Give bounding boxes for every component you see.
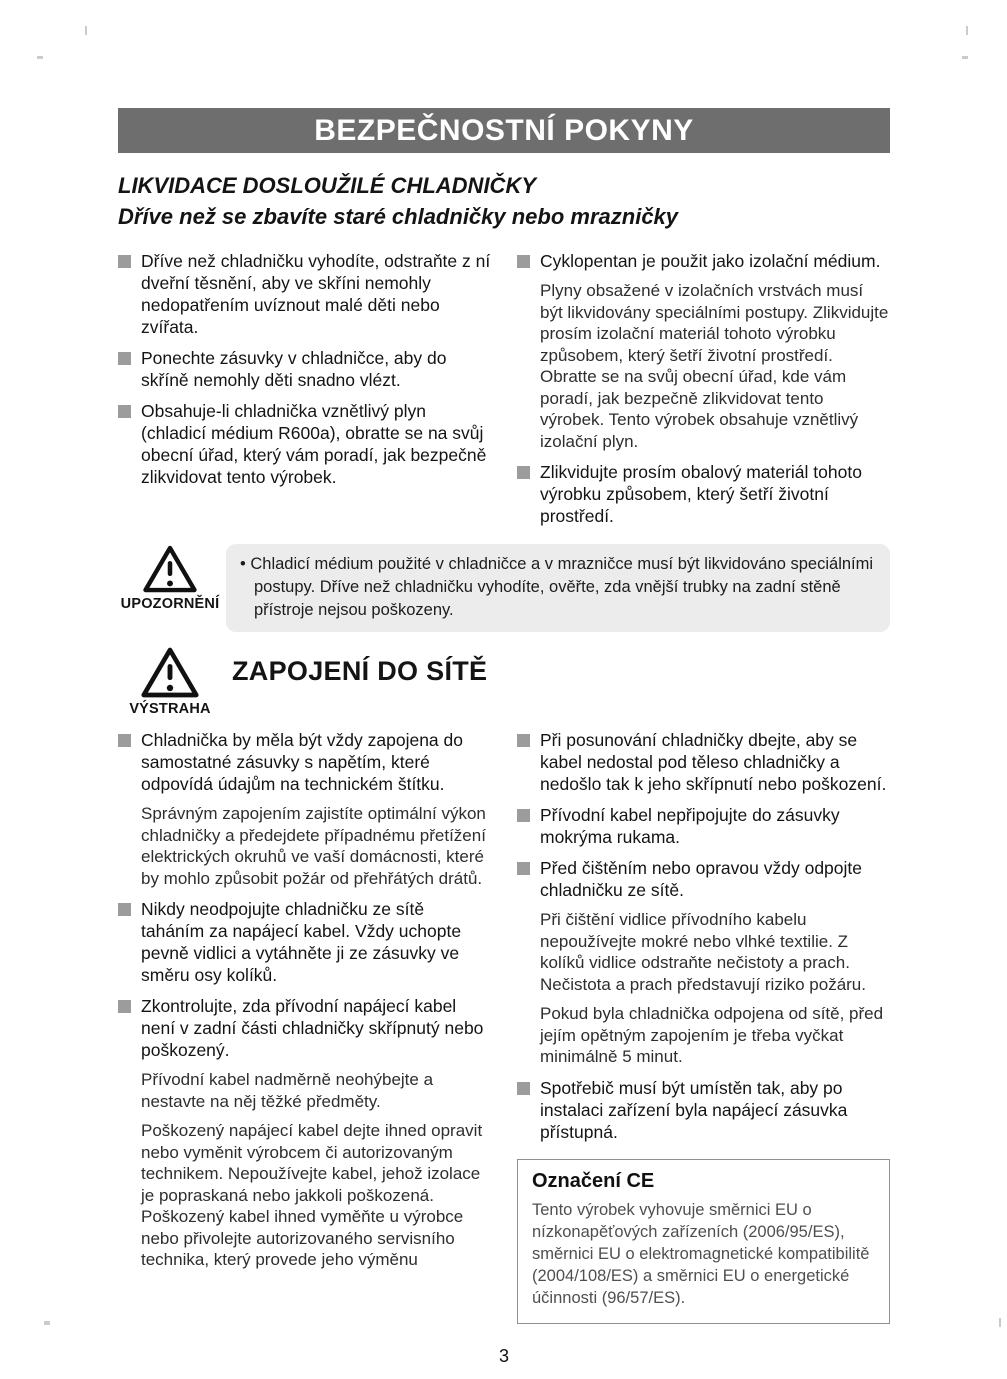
print-mark	[44, 1321, 50, 1325]
bullet-subtext: Pokud byla chladnička odpojena od sítě, před jejím opětným zapojením je třeba vyčkat minimálně 5 minut.	[540, 1004, 884, 1066]
section2-right-column	[517, 729, 890, 1324]
list-item	[118, 729, 491, 795]
square-bullet-icon	[517, 1082, 530, 1095]
caution-label: UPOZORNĚNÍ	[120, 596, 220, 612]
square-bullet-icon	[118, 1000, 131, 1013]
ce-box-title: Označení CE	[532, 1169, 655, 1192]
square-bullet-icon	[118, 903, 131, 916]
section1-left-column	[118, 250, 491, 536]
section2-left-column	[118, 729, 491, 1324]
bullet-text: Zkontrolujte, zda přívodní napájecí kabel není v zadní části chladničky skřípnutý nebo poškozený.	[141, 996, 484, 1060]
caution-block	[118, 544, 890, 632]
square-bullet-icon	[517, 809, 530, 822]
ce-marking-box	[517, 1159, 890, 1324]
square-bullet-icon	[517, 255, 530, 268]
page-header-title: BEZPEČNOSTNÍ POKYNY	[314, 113, 694, 147]
list-item	[517, 804, 890, 848]
section1-right-column	[517, 250, 890, 536]
caution-box	[226, 544, 890, 632]
section2-columns	[118, 729, 890, 1324]
print-mark	[37, 56, 43, 59]
bullet-text: Spotřebič musí být umístěn tak, aby po instalaci zařízení byla napájecí zásuvka přístupná.	[540, 1077, 848, 1142]
bullet-subtext: Přívodní kabel nadměrně neohýbejte a nestavte na něj těžké předměty.	[141, 1070, 434, 1111]
square-bullet-icon	[517, 466, 530, 479]
list-item	[118, 347, 491, 391]
print-mark	[999, 1318, 1001, 1327]
bullet-subtext: Poškozený napájecí kabel dejte ihned opravit nebo vyměnit výrobcem či autorizovaným technikem. Nepoužívejte kabel, jehož izolace je popraskaná nebo jakkoli poškozená. Poškozený kabel ihned vyměňte u výrobce nebo přivolejte autorizovaného servisního technika, který provede jeho výměnu	[141, 1121, 483, 1269]
print-mark	[966, 26, 968, 35]
list-item	[517, 1077, 890, 1143]
square-bullet-icon	[118, 352, 131, 365]
square-bullet-icon	[517, 862, 530, 875]
warning-triangle-icon	[140, 646, 200, 699]
warning-label: VÝSTRAHA	[129, 701, 211, 717]
caution-text: • Chladicí médium použité v chladničce a v mrazničce musí být likvidováno speciálními postupy. Dříve než chladničku vyhodíte, ověřte, zda vnější trubky na zadní stěně přístroje nejsou poškozeny.	[240, 555, 874, 619]
list-item	[118, 250, 491, 338]
square-bullet-icon	[118, 255, 131, 268]
bullet-text: Chladnička by měla být vždy zapojena do samostatné zásuvky s napětím, které odpovídá údajům na technickém štítku.	[141, 730, 463, 794]
bullet-text: Cyklopentan je použit jako izolační médium.	[540, 251, 881, 271]
bullet-subtext: Plyny obsažené v izolačních vrstvách musí být likvidovány speciálními postupy. Zlikvidujte prosím izolační materiál tohoto výrobku způsobem, který šetří životní prostředí. Obratte se na svůj obecní úřad, kde vám poradí, jak bezpečně zlikvidovat tento výrobek. Tento výrobek obsahuje vznětlivý izolační plyn.	[540, 281, 889, 451]
warning-triangle-icon	[142, 544, 198, 594]
caution-badge	[118, 544, 222, 612]
bullet-text: Ponechte zásuvky v chladničce, aby do skříně nemohly děti snadno vlézt.	[141, 348, 447, 390]
bullet-text: Při posunování chladničky dbejte, aby se kabel nedostal pod těleso chladničky a nedošlo tak k jeho skřípnutí nebo poškození.	[540, 730, 887, 794]
print-mark	[85, 26, 87, 35]
bullet-text: Obsahuje-li chladnička vznětlivý plyn (chladicí médium R600a), obratte se na svůj obecní úřad, který vám poradí, jak bezpečně zlikvidovat tento výrobek.	[141, 401, 487, 487]
ce-box-body: Tento výrobek vyhovuje směrnici EU o nízkonapěťových zařízeních (2006/95/ES), směrnici EU o elektromagnetické kompatibilitě (2004/108/ES) a směrnici EU o energetické účinnosti (96/57/ES).	[532, 1200, 870, 1307]
list-item	[118, 995, 491, 1061]
section2-title: ZAPOJENÍ DO SÍTĚ	[232, 656, 488, 686]
section2-header	[118, 646, 890, 717]
bullet-text: Zlikvidujte prosím obalový materiál tohoto výrobku způsobem, který šetří životní prostředí.	[540, 462, 862, 526]
bullet-text: Přívodní kabel nepřipojujte do zásuvky mokrýma rukama.	[540, 805, 840, 847]
section1-subtitle: Dříve než se zbavíte staré chladničky nebo mrazničky	[118, 204, 679, 229]
page-number: 3	[498, 1345, 509, 1366]
list-item	[517, 461, 890, 527]
bullet-text: Dříve než chladničku vyhodíte, odstraňte z ní dveřní těsnění, aby ve skříni nemohly nedopatřením uvíznout malé děti nebo zvířata.	[141, 251, 491, 337]
print-mark	[962, 56, 968, 59]
square-bullet-icon	[517, 734, 530, 747]
list-item	[517, 729, 890, 795]
page-header-bar	[118, 108, 890, 153]
square-bullet-icon	[118, 405, 131, 418]
warning-badge	[118, 646, 222, 717]
section1-title: LIKVIDACE DOSLOUŽILÉ CHLADNIČKY	[118, 173, 536, 198]
list-item	[118, 400, 491, 488]
section1-columns	[118, 250, 890, 536]
square-bullet-icon	[118, 734, 131, 747]
bullet-subtext: Správným zapojením zajistíte optimální výkon chladničky a předejdete případnému přetížení elektrických okruhů ve vaší domácnosti, které by mohlo způsobit požár od přehřátých drátů.	[141, 804, 486, 888]
list-item	[118, 898, 491, 986]
bullet-text: Nikdy neodpojujte chladničku ze sítě taháním za napájecí kabel. Vždy uchopte pevně vidlici a vytáhněte ji ze zásuvky ve směru osy kolíků.	[141, 899, 462, 985]
list-item	[517, 857, 890, 901]
list-item	[517, 250, 890, 272]
bullet-subtext: Při čištění vidlice přívodního kabelu nepoužívejte mokré nebo vlhké textilie. Z kolíků vidlice odstraňte nečistoty a prach. Nečistota a prach představují riziko požáru.	[540, 910, 866, 994]
bullet-text: Před čištěním nebo opravou vždy odpojte chladničku ze sítě.	[540, 858, 862, 900]
